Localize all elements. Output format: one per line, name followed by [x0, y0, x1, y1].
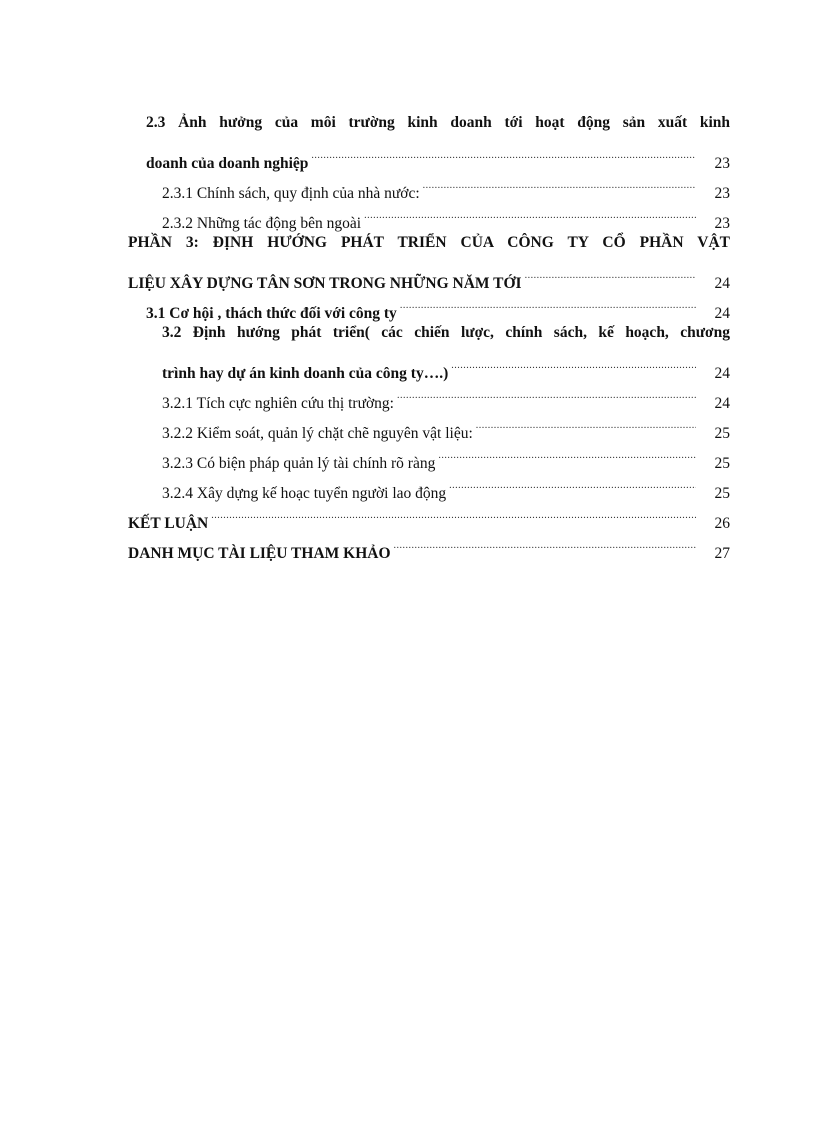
dot-leader [394, 528, 696, 558]
toc-entry-title-line2 [128, 258, 730, 292]
toc-entry-title-line2 [162, 348, 730, 382]
toc-entry-conclusion[interactable] [128, 498, 730, 532]
dot-leader [311, 138, 696, 168]
toc-page-number: 25 [714, 455, 730, 472]
toc-entry-title: 2.3.2 Những tác động bên ngoài [162, 215, 362, 232]
dot-leader [438, 438, 696, 468]
toc-entry-2-3-1[interactable] [162, 168, 730, 202]
toc-page-number: 23 [714, 155, 730, 172]
toc-page-number: 24 [714, 365, 730, 382]
toc-entry-line [162, 168, 730, 202]
dot-leader [423, 168, 696, 198]
toc-entry-title: 3.2.2 Kiểm soát, quản lý chặt chẽ nguyên vật liệu: [162, 425, 473, 442]
toc-entry-3-2-3[interactable] [162, 438, 730, 472]
dot-leader [476, 408, 696, 438]
dot-leader [364, 198, 696, 228]
toc-page-number: 24 [714, 275, 730, 292]
toc-entry-title: 3.1 Cơ hội , thách thức đối với công ty [146, 305, 397, 322]
toc-page-number: 24 [714, 395, 730, 412]
toc-entry-line [162, 198, 730, 232]
toc-entry-2-3[interactable] [146, 108, 730, 172]
toc-entry-title-line1: 3.2 Định hướng phát triển( các chiến lược, chính sách, kế hoạch, chương [162, 324, 730, 341]
toc-entry-line [128, 528, 730, 562]
toc-entry-title: LIỆU XÂY DỰNG TÂN SƠN TRONG NHỮNG NĂM TỚI [128, 275, 522, 292]
toc-page-number: 27 [714, 545, 730, 562]
toc-entry-3-2-1[interactable] [162, 378, 730, 412]
toc-entry-3-2-4[interactable] [162, 468, 730, 502]
toc-entry-title-line2 [146, 138, 730, 172]
dot-leader [525, 258, 696, 288]
toc-page-number: 25 [714, 485, 730, 502]
toc-entry-title: DANH MỤC TÀI LIỆU THAM KHẢO [128, 545, 391, 562]
dot-leader [449, 468, 696, 498]
toc-entry-line [162, 468, 730, 502]
toc-entry-3-1[interactable] [146, 288, 730, 322]
toc-entry-line [146, 288, 730, 322]
toc-entry-line [128, 498, 730, 532]
toc-entry-part-3[interactable] [128, 228, 730, 292]
toc-page-number: 26 [714, 515, 730, 532]
toc-entry-title: doanh của doanh nghiệp [146, 155, 309, 172]
toc-page-number: 24 [714, 305, 730, 322]
toc-entry-3-2[interactable] [162, 318, 730, 382]
toc-entry-title: 3.2.1 Tích cực nghiên cứu thị trường: [162, 395, 394, 412]
toc-page-number: 23 [714, 185, 730, 202]
toc-entry-title: trình hay dự án kinh doanh của công ty….) [162, 365, 449, 382]
dot-leader [400, 288, 696, 318]
toc-entry-title: KẾT LUẬN [128, 515, 209, 532]
dot-leader [211, 498, 696, 528]
toc-entry-title-line1: 2.3 Ảnh hưởng của môi trường kinh doanh tới hoạt động sản xuất kinh [146, 114, 730, 131]
toc-entry-line [162, 438, 730, 472]
toc-entry-title: 2.3.1 Chính sách, quy định của nhà nước: [162, 185, 420, 202]
dot-leader [397, 378, 696, 408]
toc-page-number: 25 [714, 425, 730, 442]
toc-entry-2-3-2[interactable] [162, 198, 730, 232]
dot-leader [451, 348, 696, 378]
toc-page-number: 23 [714, 215, 730, 232]
toc-entry-3-2-2[interactable] [162, 408, 730, 442]
toc-entry-title: 3.2.4 Xây dựng kế hoạc tuyển người lao động [162, 485, 447, 502]
toc-entry-title-line1: PHẦN 3: ĐỊNH HƯỚNG PHÁT TRIỂN CỦA CÔNG TY CỔ PHẦN VẬT [128, 234, 730, 251]
toc-entry-title: 3.2.3 Có biện pháp quản lý tài chính rõ ràng [162, 455, 436, 472]
toc-entry-references[interactable] [128, 528, 730, 562]
toc-entry-line [162, 378, 730, 412]
toc-entry-line [162, 408, 730, 442]
